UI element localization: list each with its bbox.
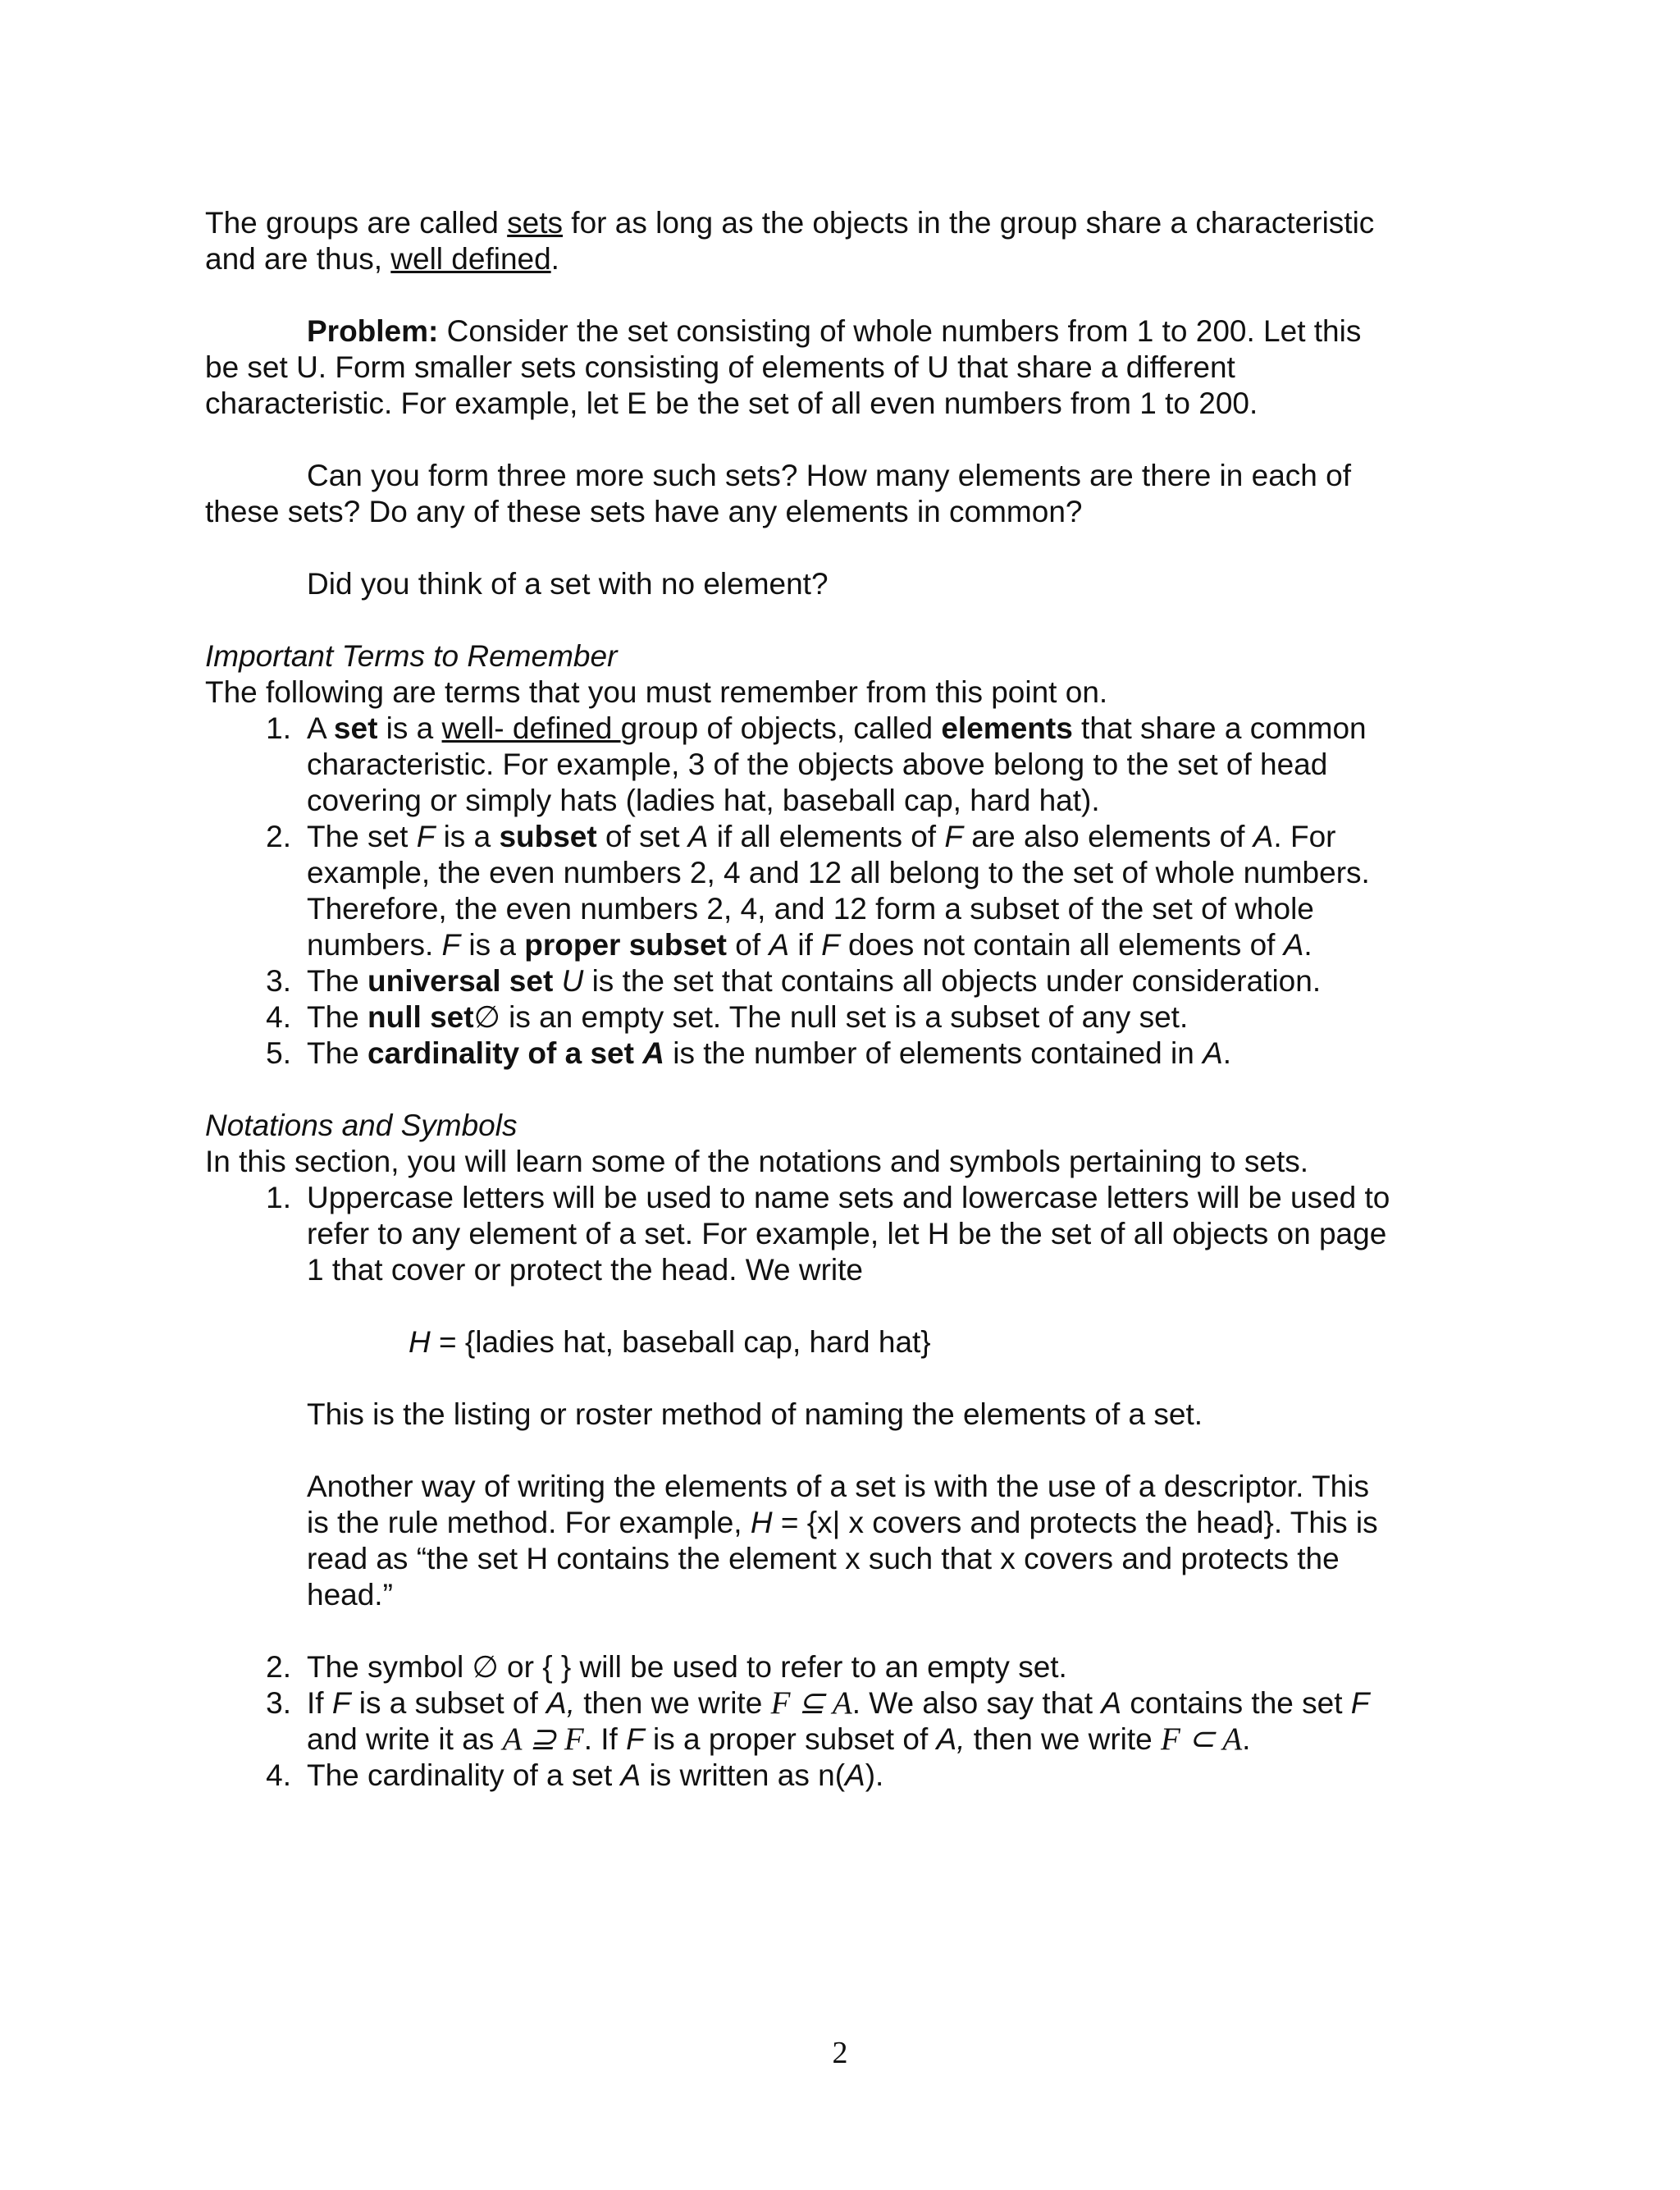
text-span: Uppercase letters will be used to name sets and lowercase letters will be used to refer to any element of a set. For example, let H be the set of all objects on page 1 that cover or protect the head. We write (307, 1181, 1390, 1287)
rule-method-paragraph (307, 1469, 1395, 1613)
var-A: A (1101, 1686, 1122, 1720)
empty-set-symbol: ∅ (473, 1000, 500, 1034)
var-A: A (1253, 820, 1274, 853)
notations-list-item (205, 1180, 1395, 1649)
term-set: set (333, 711, 378, 745)
text-span: is a subset of (350, 1686, 547, 1720)
term-sets: sets (507, 206, 564, 240)
term-proper-subset: proper subset (524, 928, 727, 962)
var-F: F (821, 928, 840, 962)
terms-intro: The following are terms that you must remember from this point on. (205, 675, 1108, 709)
proper-subset-expression: F ⊂ A (1161, 1721, 1243, 1757)
terms-list-item (205, 819, 1395, 963)
problem-label: Problem: (307, 314, 439, 348)
var-H: H (409, 1325, 431, 1359)
notations-intro: In this section, you will learn some of the notations and symbols pertaining to sets. (205, 1145, 1309, 1178)
var-A: A, (546, 1686, 575, 1720)
terms-list (205, 711, 1395, 1072)
var-A: A (769, 928, 790, 962)
term-cardinality: cardinality of a set (368, 1036, 643, 1070)
list-number: 1. (266, 711, 291, 745)
var-A: A (620, 1758, 641, 1792)
page-content (205, 205, 1395, 1794)
text-span: . (1303, 928, 1312, 962)
var-A: A (1203, 1036, 1223, 1070)
term-well-defined-underlined: well- defined (441, 711, 621, 745)
spacer (205, 1072, 1395, 1108)
var-F: F (944, 820, 963, 853)
var-A: A (687, 820, 709, 853)
questions-paragraph: Can you form three more such sets? How many elements are there in each of these sets? Do any of these sets have any elements in common? (205, 459, 1351, 528)
intro-text-1: The groups are called (205, 206, 508, 240)
intro-paragraph (205, 205, 1395, 277)
intro-text-2: for as long as the objects in the group share a characteristic and are thus, (205, 206, 1375, 276)
var-H: H (750, 1506, 773, 1539)
roster-formula (307, 1324, 1395, 1360)
list-number: 3. (266, 1686, 291, 1720)
terms-section-title: Important Terms to Remember (205, 639, 618, 673)
text-span: . (1242, 1722, 1251, 1756)
text-span: is the number of elements contained in (664, 1036, 1203, 1070)
var-U: U (561, 964, 584, 998)
var-A-bold: A (642, 1036, 664, 1070)
list-number: 3. (266, 964, 291, 998)
text-span: If (307, 1686, 332, 1720)
term-elements: elements (941, 711, 1073, 745)
text-span: or { } will be used to refer to an empty set. (498, 1650, 1067, 1684)
superset-expression: A ⊇ F (502, 1721, 584, 1757)
term-subset: subset (499, 820, 597, 853)
list-number: 4. (266, 1758, 291, 1792)
text-span: of set (596, 820, 688, 853)
terms-list-item (205, 1036, 1395, 1072)
term-null-set: null set (368, 1000, 474, 1034)
text-span (553, 964, 561, 998)
problem-text: Consider the set consisting of whole numbers from 1 to 200. Let this be set U. Form smaller sets consisting of elements of U that share a different characteristic. For example, let E be the set of all even numbers from 1 to 200. (205, 314, 1362, 420)
var-F: F (626, 1722, 645, 1756)
text-span: . For example, the even numbers 2, 4 and 12 all belong to the set of whole numbers. Therefore, the even numbers 2, 4, and 12 form a subset of the set of whole numbers. (307, 820, 1370, 962)
var-A: A, (936, 1722, 966, 1756)
null-question-paragraph: Did you think of a set with no element? (307, 567, 829, 601)
notations-section-title: Notations and Symbols (205, 1109, 518, 1142)
text-span: is the set that contains all objects under consideration. (583, 964, 1322, 998)
empty-set-symbol: ∅ (472, 1650, 499, 1684)
notations-list (205, 1180, 1395, 1794)
notations-list-item (205, 1758, 1395, 1794)
text-span: are also elements of (962, 820, 1253, 853)
text-span: is a (435, 820, 500, 853)
text-span: group of objects, called (620, 711, 942, 745)
term-universal-set: universal set (368, 964, 554, 998)
text-span: is a (460, 928, 525, 962)
text-span: Another way of writing the elements of a set is with the use of a descriptor. This is the rule method. For example, (307, 1470, 1369, 1539)
list-number: 2. (266, 820, 291, 853)
var-F: F (1350, 1686, 1370, 1720)
text-span: then we write (965, 1722, 1162, 1756)
text-span: The set (307, 820, 417, 853)
text-span: then we write (575, 1686, 771, 1720)
text-span: . We also say that (851, 1686, 1102, 1720)
text-span: if all elements of (708, 820, 945, 853)
text-span: ). (865, 1758, 884, 1792)
var-F: F (416, 820, 436, 853)
text-span: that share a common characteristic. For example, 3 of the objects above belong to the set of head covering or simply hats (ladies hat, baseball cap, hard hat). (307, 711, 1367, 817)
list-number: 4. (266, 1000, 291, 1034)
text-span: . (1222, 1036, 1232, 1070)
page-number: 2 (832, 2036, 848, 2070)
problem-paragraph (205, 313, 1395, 422)
text-span: The (307, 964, 368, 998)
text-span: contains the set (1121, 1686, 1351, 1720)
text-span: is written as n( (641, 1758, 846, 1792)
term-well-defined: well defined (390, 242, 551, 276)
text-span: = {x| x covers and protects the head}. This is read as “the set H contains the element x such that x covers and protects the head.” (307, 1506, 1378, 1612)
text-span: does not contain all elements of (839, 928, 1284, 962)
notations-list-item (205, 1685, 1395, 1758)
var-F: F (331, 1686, 351, 1720)
var-A: A (1283, 928, 1304, 962)
spacer (307, 1613, 1395, 1649)
roster-explanation: This is the listing or roster method of naming the elements of a set. (307, 1397, 1203, 1431)
list-number: 1. (266, 1181, 291, 1214)
text-span: is an empty set. The null set is a subset of any set. (500, 1000, 1189, 1034)
text-span: is a (377, 711, 442, 745)
text-span: if (789, 928, 822, 962)
text-span: The (307, 1036, 368, 1070)
terms-list-item (205, 963, 1395, 999)
terms-list-item (205, 999, 1395, 1036)
subset-expression: F ⊆ A (770, 1685, 852, 1721)
text-span: is a proper subset of (644, 1722, 937, 1756)
terms-list-item (205, 711, 1395, 819)
text-span: = {ladies hat, baseball cap, hard hat} (430, 1325, 931, 1359)
text-span: . If (583, 1722, 627, 1756)
text-span: The symbol (307, 1650, 472, 1684)
text-span: and write it as (307, 1722, 503, 1756)
notations-list-item (205, 1649, 1395, 1685)
text-span: The (307, 1000, 368, 1034)
list-number: 2. (266, 1650, 291, 1684)
list-number: 5. (266, 1036, 291, 1070)
intro-text-3: . (550, 242, 559, 276)
var-A: A (845, 1758, 865, 1792)
text-span: The cardinality of a set (307, 1758, 621, 1792)
text-span: A (307, 711, 334, 745)
var-F: F (441, 928, 461, 962)
text-span: of (726, 928, 769, 962)
